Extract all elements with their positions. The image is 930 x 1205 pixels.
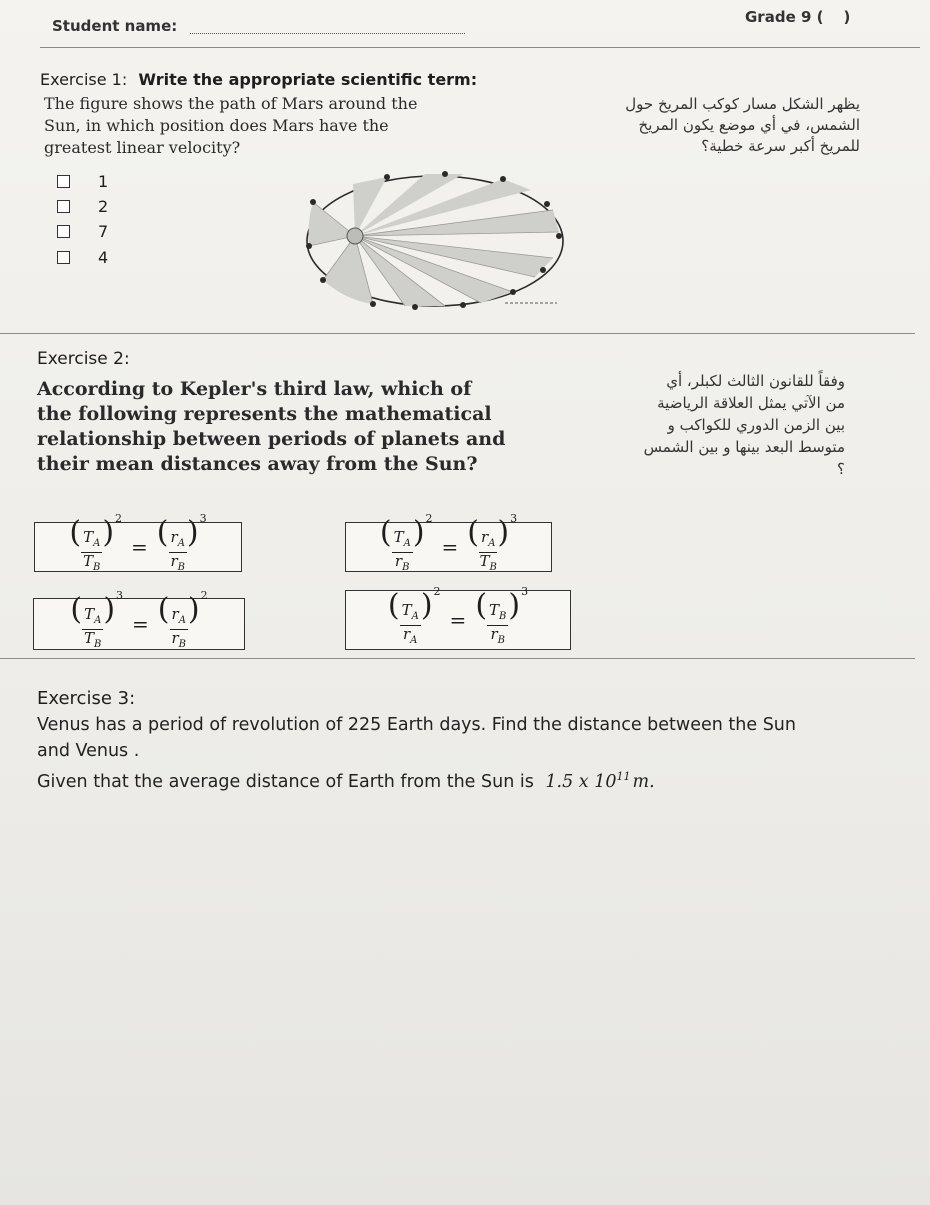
option-2[interactable]: 2 [57,197,108,216]
subscript: B [93,562,101,573]
subscript: B [177,562,185,573]
symbol: T [83,528,94,546]
close-paren: ) [102,515,115,550]
open-paren: ( [70,592,83,627]
formula-option-c[interactable] [33,588,245,650]
l-term [387,584,441,649]
l-numerator [81,529,102,553]
l-fraction [400,602,421,649]
symbol: r [171,629,179,647]
equals-sign: = [449,608,467,632]
open-paren: ( [379,515,392,550]
earth-sun-distance: 1.5 x $10^{11}$ m. [545,770,655,792]
option-1[interactable]: 1 [57,172,108,191]
subscript: B [94,639,102,650]
r-term [467,511,518,576]
subscript: A [410,635,418,646]
exponent: 2 [200,588,208,602]
subscript: B [178,639,186,650]
r-fraction [487,602,508,649]
equals-sign: = [441,535,459,559]
subscript: A [403,538,411,549]
exponent: 3 [510,511,518,525]
subscript: B [499,611,507,622]
exponent: 2 [433,584,441,598]
exercise3-heading: Exercise 3: [37,688,136,709]
l-denominator [403,626,417,649]
symbol: r [394,552,403,570]
symbol: r [481,528,489,546]
symbol: T [83,552,94,570]
subscript: A [488,538,496,549]
exercise2-question: According to Kepler's third law, which of the following represents the mathematical relationship between periods of planets and their mean distances away from the Sun? [37,378,506,475]
equals-sign: = [132,612,149,636]
header-divider [40,47,920,48]
subscript: B [402,562,410,573]
checkbox-icon[interactable] [57,225,70,238]
exercise1-instruction: Write the appropriate scientific term: [138,70,478,89]
r-denominator [171,630,186,653]
close-paren: ) [508,588,521,623]
close-paren: ) [420,588,433,623]
l-fraction [81,529,102,576]
r-term [156,511,207,576]
subscript: B [497,635,505,646]
option-7[interactable]: 7 [57,222,108,241]
r-numerator [170,606,188,630]
symbol: T [401,601,412,619]
exercise1-question: The figure shows the path of Mars around the Sun, in which position does Mars have the greatest linear velocity? [44,94,418,157]
exponent: 2 [425,511,433,525]
symbol: T [479,552,490,570]
exercise1-title [40,70,477,89]
open-paren: ( [156,515,169,550]
symbol: r [490,625,498,643]
subscript: A [411,611,419,622]
checkbox-icon[interactable] [57,251,70,264]
l-fraction [82,606,103,653]
symbol: T [393,528,404,546]
formula-option-b[interactable] [345,511,552,573]
subscript: A [178,615,186,626]
option-4[interactable]: 4 [57,248,108,267]
exercise2-question-arabic: وفقاً للقانون الثالث لكبلر، أي من الآتي يمثل العلاقة الرياضية بين الزمن الدوري للكواكب و متوسط البعد بينها و بين الشمس ؟ [643,372,845,478]
subscript: A [94,615,102,626]
exercise1-question-arabic: يظهر الشكل مسار كوكب المريخ حول الشمس، في أي موضع يكون المريخ للمريخ أكبر سرعة خطية؟ [625,95,860,155]
symbol: T [84,605,95,623]
r-denominator [170,553,185,576]
l-denominator [84,630,101,653]
symbol: r [403,625,411,643]
open-paren: ( [467,515,480,550]
exponent: 2 [115,511,123,525]
formula-option-a[interactable] [34,511,242,573]
subscript: A [177,538,185,549]
close-paren: ) [186,515,199,550]
equals-sign: = [131,535,148,559]
close-paren: ) [103,592,116,627]
formula-option-d[interactable] [345,584,571,650]
l-numerator [82,606,103,630]
student-name-field[interactable] [190,33,465,34]
subscript: A [93,538,101,549]
subscript: B [489,562,497,573]
symbol: r [170,528,178,546]
l-denominator [83,553,100,576]
open-paren: ( [69,515,82,550]
r-numerator [487,602,508,626]
section-divider-1 [0,333,915,334]
exponent: 3 [116,588,124,602]
symbol: T [489,601,500,619]
l-denominator [395,553,410,576]
l-fraction [392,529,413,576]
exponent: 3 [199,511,207,525]
r-fraction [170,606,188,653]
symbol: r [171,605,179,623]
close-paren: ) [412,515,425,550]
r-numerator [169,529,187,553]
symbol: T [84,629,95,647]
section-divider-2 [0,658,915,659]
r-term [475,584,529,649]
exercise2-heading: Exercise 2: [37,349,130,369]
l-numerator [400,602,421,626]
answer-space[interactable] [37,800,897,1190]
close-paren: ) [497,515,510,550]
r-numerator [479,529,497,553]
exercise1-heading: Exercise 1: [40,70,128,89]
l-numerator [392,529,413,553]
grade-label: Grade 9 ( ) [745,8,851,26]
l-term [69,511,123,576]
mars-orbit-figure [295,162,575,322]
sun-icon [347,228,363,244]
checkbox-icon[interactable] [57,200,70,213]
checkbox-icon[interactable] [57,175,70,188]
open-paren: ( [387,588,400,623]
exponent: 3 [521,584,529,598]
close-paren: ) [187,592,200,627]
open-paren: ( [475,588,488,623]
r-denominator [490,626,505,649]
l-term [70,588,124,653]
r-denominator [480,553,497,576]
open-paren: ( [157,592,170,627]
r-term [157,588,208,653]
symbol: r [170,552,178,570]
student-name-label: Student name: [52,17,178,35]
l-term [379,511,433,576]
exercise3-text: Venus has a period of revolution of 225 Earth days. Find the distance between the Sun and Venus . Given that the average distance of Earth from the Sun is 1.5 x $10^{11}$ m. [37,715,796,792]
r-fraction [169,529,187,576]
r-fraction [479,529,497,576]
